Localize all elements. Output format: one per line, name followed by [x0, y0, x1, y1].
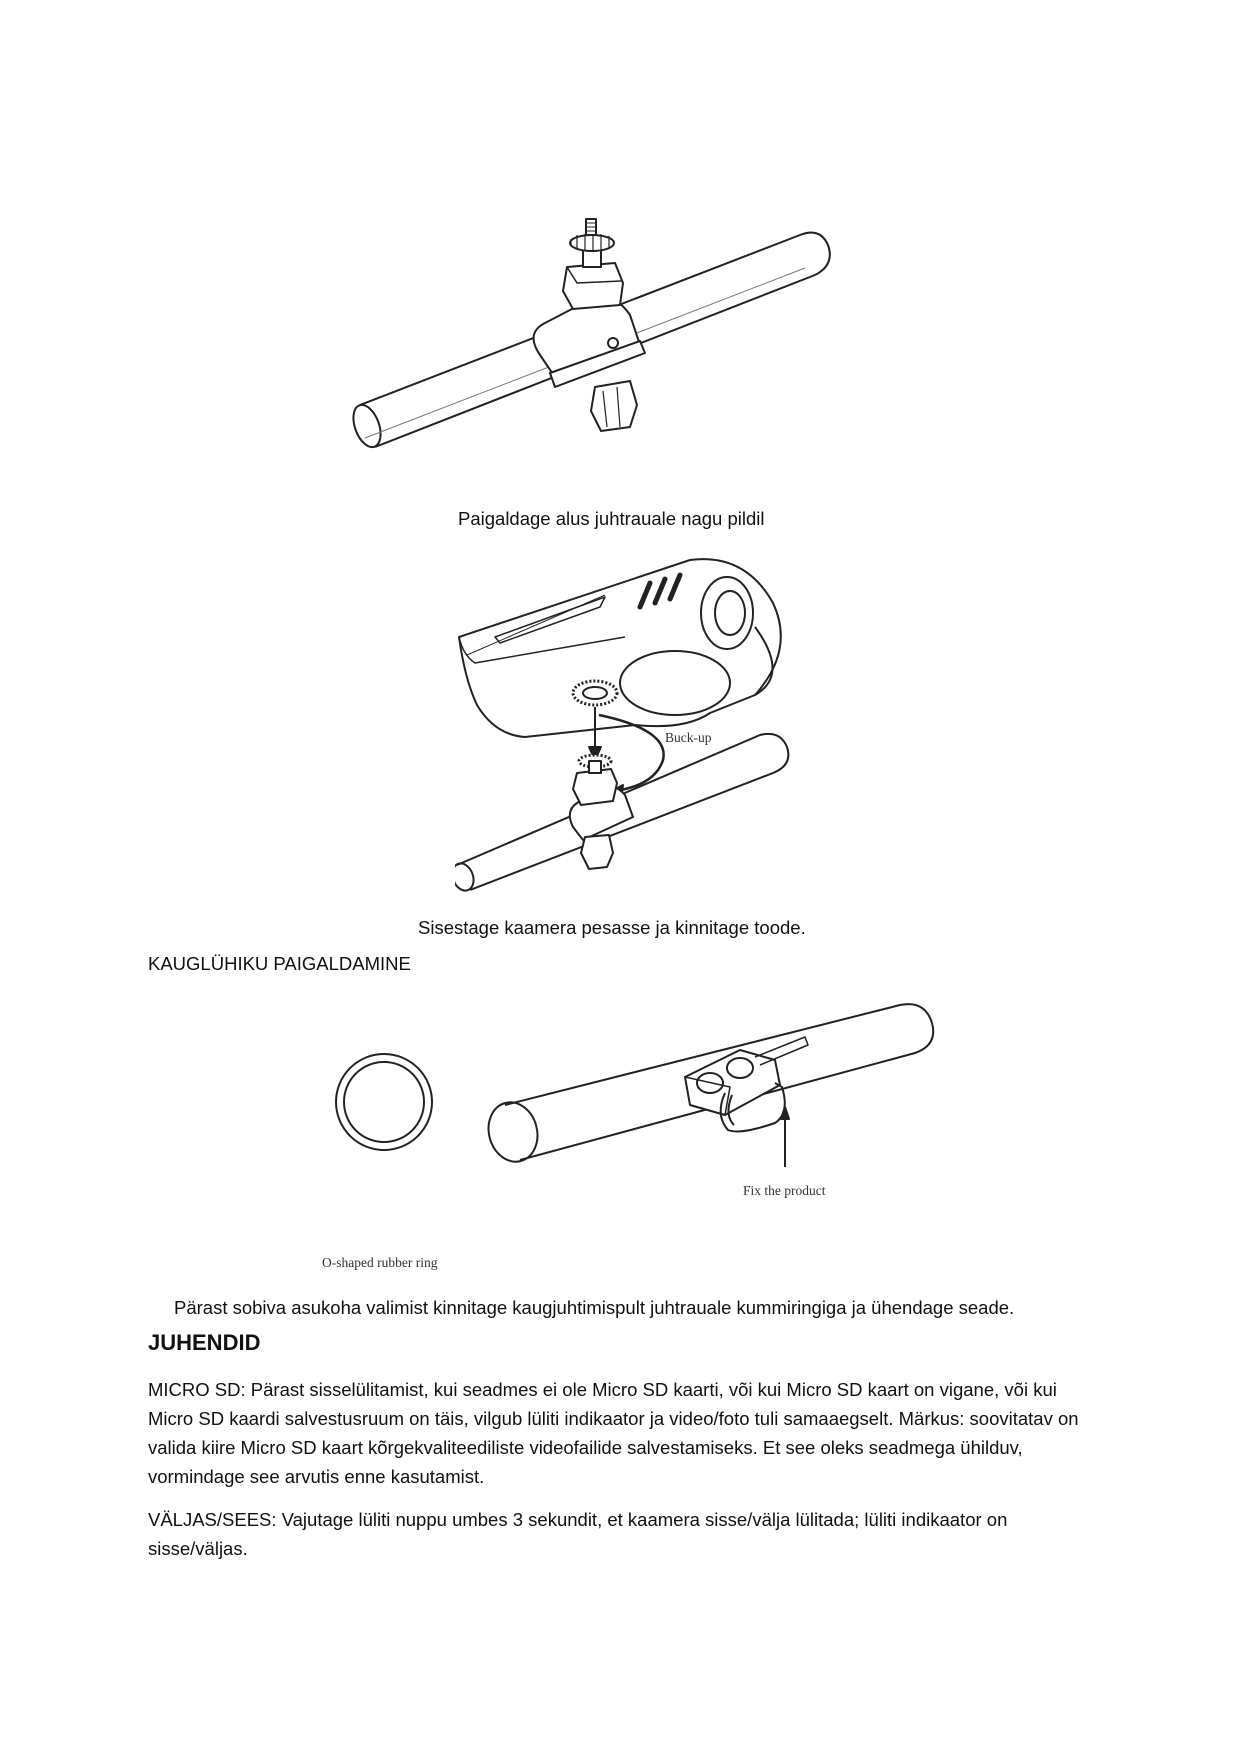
on-off-paragraph: VÄLJAS/SEES: Vajutage lüliti nuppu umbes 3 sekundit, et kaamera sisse/välja lülitada; lüliti indikaator on sisse/väljas.	[148, 1509, 1008, 1559]
o-ring-label: O-shaped rubber ring	[322, 1255, 438, 1270]
fix-product-label: Fix the product	[743, 1183, 826, 1198]
figure-caption-camera-attach: Sisestage kaamera pesasse ja kinnitage toode.	[418, 917, 806, 938]
micro-sd-paragraph: MICRO SD: Pärast sisselülitamist, kui seadmes ei ole Micro SD kaarti, või kui Micro SD kaart on vigane, või kui Micro SD kaardi salvestusruum on täis, vilgub lüliti indikaator ja video/foto tuli samaaegselt. Märkus: soovitatav on valida kiire Micro SD kaart kõrgekvaliteediliste videofailide salvestamiseks. Et see oleks seadmega ühilduv, vormindage see arvutis enne kasutamist.	[148, 1379, 1079, 1487]
remote-mount-illustration	[320, 995, 940, 1275]
buck-up-label: Buck-up	[665, 730, 712, 745]
instructions-heading: JUHENDID	[148, 1330, 261, 1355]
figure-caption-handlebar-mount: Paigaldage alus juhtrauale nagu pildil	[458, 508, 765, 529]
section-label-remote-install: KAUGLÜHIKU PAIGALDAMINE	[148, 953, 411, 974]
figure-caption-remote-mount: Pärast sobiva asukoha valimist kinnitage kaugjuhtimispult juhtrauale kummiringiga ja ühendage seade.	[174, 1297, 1015, 1318]
camera-attach-illustration	[455, 555, 815, 900]
handlebar-mount-illustration	[345, 205, 905, 470]
